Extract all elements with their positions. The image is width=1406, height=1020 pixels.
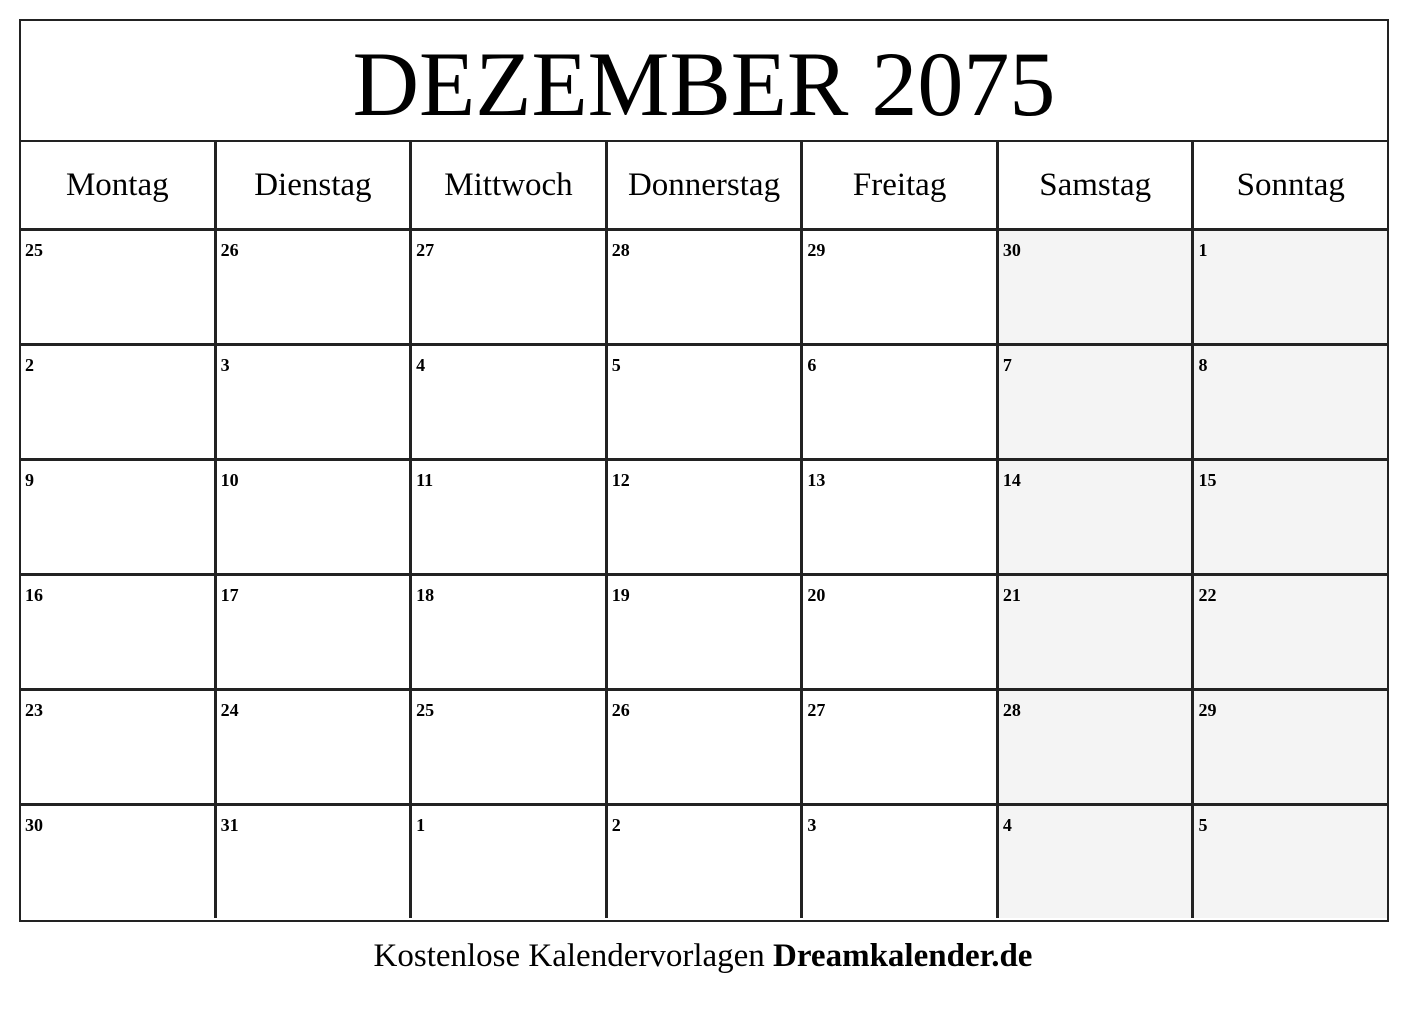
week-row	[21, 346, 1387, 461]
day-cell	[412, 346, 608, 458]
day-cell	[803, 231, 999, 343]
day-number: 22	[1198, 585, 1217, 605]
weekday-friday: Freitag	[803, 142, 999, 228]
day-number: 4	[416, 355, 426, 375]
calendar-title: DEZEMBER 2075	[352, 32, 1056, 135]
day-cell	[412, 691, 608, 803]
day-cell	[217, 346, 413, 458]
day-cell	[412, 231, 608, 343]
weekday-monday: Montag	[21, 142, 217, 228]
day-cell	[608, 461, 804, 573]
day-number: 2	[25, 355, 34, 375]
day-cell	[803, 461, 999, 573]
day-cell	[803, 806, 999, 918]
day-cell	[608, 576, 804, 688]
weekend-day-cell	[1194, 231, 1387, 343]
day-number: 30	[1002, 240, 1021, 260]
weekend-day-cell	[999, 691, 1195, 803]
day-cell	[412, 576, 608, 688]
weekend-day-cell	[1194, 346, 1387, 458]
week-row	[21, 231, 1387, 346]
day-number: 4	[1002, 815, 1012, 835]
day-number: 19	[611, 585, 630, 605]
day-number: 3	[807, 815, 817, 835]
day-number: 31	[220, 815, 239, 835]
day-cell	[21, 576, 217, 688]
day-number: 1	[416, 815, 426, 835]
weekend-day-cell	[999, 576, 1195, 688]
weekend-day-cell	[999, 806, 1195, 918]
day-number: 30	[25, 815, 43, 835]
day-number: 5	[611, 355, 621, 375]
week-row	[21, 691, 1387, 806]
calendar	[19, 19, 1389, 922]
day-number: 3	[220, 355, 230, 375]
day-cell	[803, 691, 999, 803]
day-number: 12	[611, 470, 630, 490]
day-number: 27	[416, 240, 435, 260]
weekday-header-row	[21, 142, 1387, 231]
footer-brand-link[interactable]: Dreamkalender.de	[773, 938, 1033, 974]
day-cell	[21, 346, 217, 458]
weekday-wednesday: Mittwoch	[412, 142, 608, 228]
weekend-day-cell	[999, 461, 1195, 573]
day-cell	[412, 461, 608, 573]
day-cell	[803, 346, 999, 458]
day-number: 15	[1198, 470, 1217, 490]
day-cell	[217, 231, 413, 343]
weekday-tuesday: Dienstag	[217, 142, 413, 228]
day-cell	[608, 346, 804, 458]
day-cell	[608, 806, 804, 918]
day-number: 11	[416, 470, 434, 490]
weekday-sunday: Sonntag	[1236, 166, 1345, 203]
day-number: 18	[416, 585, 435, 605]
day-number: 8	[1198, 355, 1208, 375]
day-number: 25	[416, 700, 435, 720]
day-number: 7	[1002, 355, 1012, 375]
weekend-day-cell	[1194, 691, 1387, 803]
day-number: 14	[1002, 470, 1021, 490]
day-number: 13	[807, 470, 826, 490]
day-cell	[21, 691, 217, 803]
day-number: 20	[807, 585, 826, 605]
weekday-saturday: Samstag	[999, 142, 1195, 228]
day-number: 17	[220, 585, 239, 605]
weekend-day-cell	[999, 231, 1195, 343]
day-cell	[21, 231, 217, 343]
day-number: 10	[220, 470, 239, 490]
week-row	[21, 576, 1387, 691]
weekend-day-cell	[1194, 461, 1387, 573]
day-number: 28	[1002, 700, 1021, 720]
day-number: 29	[1198, 700, 1217, 720]
day-cell	[217, 806, 413, 918]
day-number: 5	[1198, 815, 1208, 835]
day-cell	[21, 806, 217, 918]
week-row	[21, 806, 1387, 918]
day-cell	[803, 576, 999, 688]
title-bar	[21, 21, 1387, 142]
footer-credit	[0, 938, 1406, 975]
day-number: 6	[807, 355, 817, 375]
day-number: 16	[25, 585, 43, 605]
weekend-day-cell	[999, 346, 1195, 458]
day-cell	[217, 461, 413, 573]
day-cell	[21, 461, 217, 573]
day-cell	[608, 691, 804, 803]
day-cell	[608, 231, 804, 343]
day-number: 9	[25, 470, 34, 490]
day-number: 23	[25, 700, 43, 720]
day-number: 26	[220, 240, 239, 260]
footer-text: Kostenlose Kalendervorlagen	[373, 938, 774, 974]
day-cell	[217, 691, 413, 803]
day-number: 24	[220, 700, 239, 720]
day-number: 21	[1002, 585, 1021, 605]
weekend-day-cell	[1194, 576, 1387, 688]
day-number: 25	[25, 240, 43, 260]
weekday-thursday: Donnerstag	[608, 142, 804, 228]
week-row	[21, 461, 1387, 576]
day-cell	[412, 806, 608, 918]
day-number: 27	[807, 700, 826, 720]
day-number: 1	[1198, 240, 1208, 260]
day-number: 2	[611, 815, 621, 835]
day-number: 26	[611, 700, 630, 720]
day-cell	[217, 576, 413, 688]
day-number: 28	[611, 240, 630, 260]
weekend-day-cell	[1194, 806, 1387, 918]
day-number: 29	[807, 240, 826, 260]
